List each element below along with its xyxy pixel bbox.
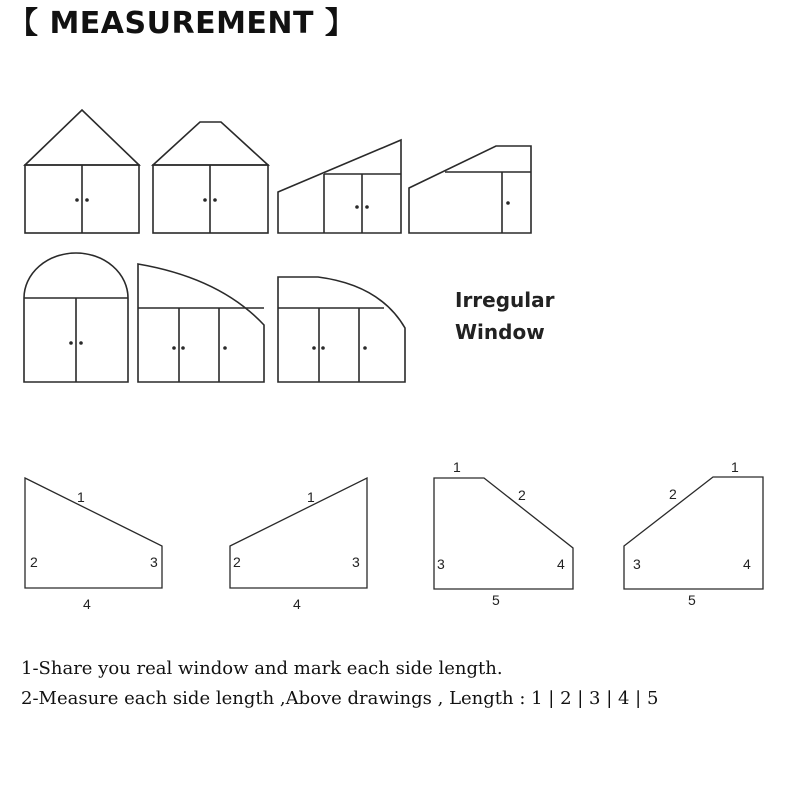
side-label: 1 (453, 459, 461, 475)
irregular-label-line1: Irregular (455, 288, 555, 312)
side-label: 4 (83, 596, 91, 612)
side-label: 4 (557, 556, 565, 572)
side-label: 3 (437, 556, 445, 572)
measure-shape-1 (25, 478, 162, 588)
side-label: 3 (150, 554, 158, 570)
side-label: 1 (731, 459, 739, 475)
side-label: 1 (307, 489, 315, 505)
page-title: 【 MEASUREMENT 】 (8, 6, 356, 41)
window-stepped-slope (409, 146, 531, 233)
window-curved-slope-large (138, 264, 264, 382)
window-sloped-top (278, 140, 401, 233)
side-label: 2 (30, 554, 38, 570)
side-label: 2 (669, 486, 677, 502)
irregular-label-line2: Window (455, 320, 545, 344)
side-label: 2 (518, 487, 526, 503)
window-curved-slope-small (278, 277, 405, 382)
side-label: 5 (492, 592, 500, 608)
side-label: 3 (352, 554, 360, 570)
window-triangle-roof (25, 110, 139, 233)
measure-shape-4 (624, 477, 763, 589)
instruction-line-2: 2-Measure each side length ,Above drawings , Length : 1 | 2 | 3 | 4 | 5 (21, 688, 659, 709)
measure-shape-3 (434, 478, 573, 589)
window-arched (24, 253, 128, 382)
window-trapezoid-roof (153, 122, 268, 233)
side-label: 4 (743, 556, 751, 572)
measure-shape-2 (230, 478, 367, 588)
side-label: 5 (688, 592, 696, 608)
side-label: 1 (77, 489, 85, 505)
side-label: 4 (293, 596, 301, 612)
side-label: 3 (633, 556, 641, 572)
side-label: 2 (233, 554, 241, 570)
instruction-line-1: 1-Share you real window and mark each side length. (21, 658, 503, 679)
